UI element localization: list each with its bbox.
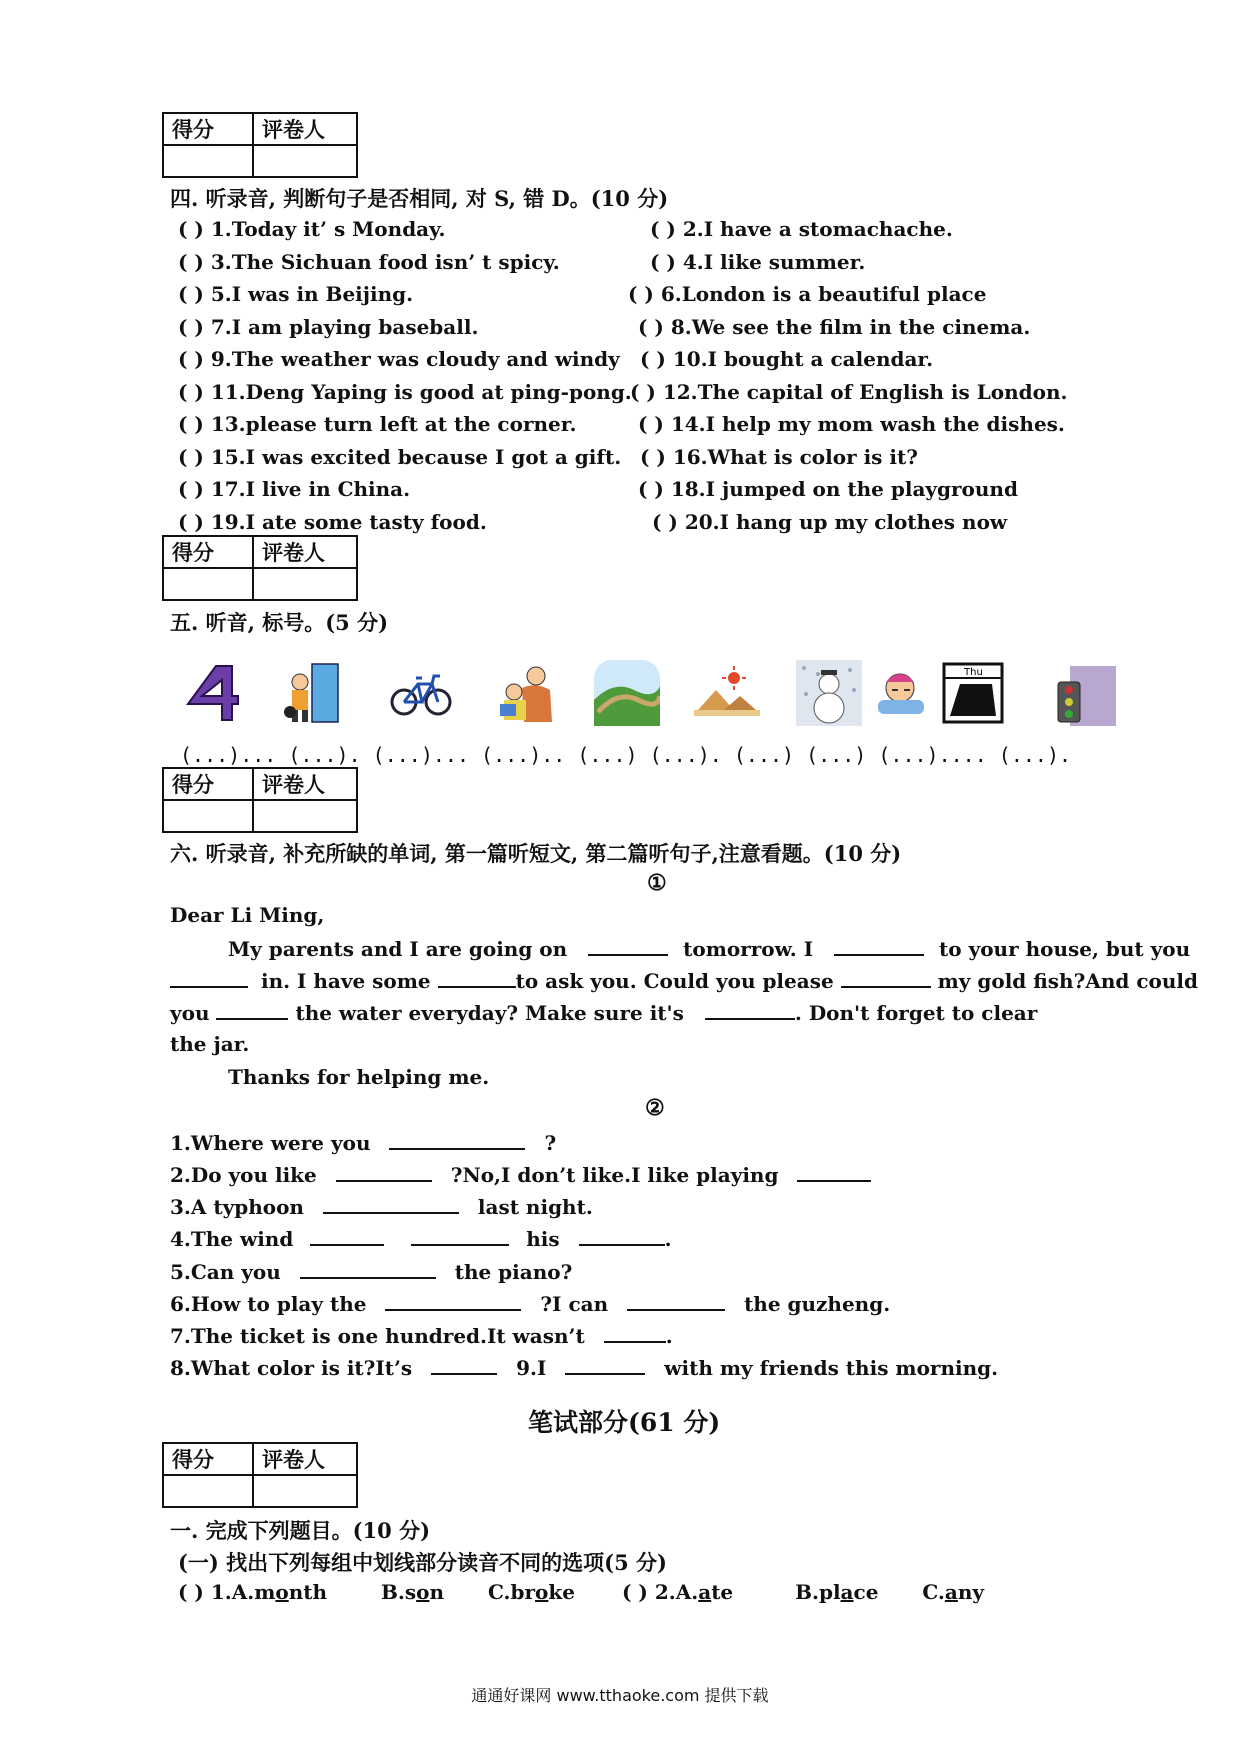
sentence-text: with my friends this morning.: [664, 1356, 999, 1380]
answer-blank[interactable]: [841, 968, 931, 988]
score-label: 得分: [163, 536, 253, 568]
calendar-day-label: Thu: [964, 667, 983, 678]
letter-text: . Don't forget to clear: [794, 1001, 1038, 1025]
score-table: [162, 767, 358, 833]
judge-item: ( ) 11.Deng Yaping is good at ping-pong.: [178, 380, 632, 404]
sentence-text: 3.A typhoon: [170, 1195, 304, 1219]
letter-text: the water everyday? Make sure it's: [295, 1001, 684, 1025]
calendar-icon: [940, 660, 1006, 726]
option-text: 1.A.: [210, 1580, 255, 1604]
grader-label: 评卷人: [253, 113, 357, 145]
sentence-text: .: [664, 1227, 672, 1251]
sentence-item: [170, 1130, 556, 1155]
judge-item: ( ) 10.I bought a calendar.: [640, 347, 934, 371]
judge-item: ( ) 18.I jumped on the playground: [638, 477, 1018, 501]
score-label: 得分: [163, 1443, 253, 1475]
sentence-item: [170, 1194, 593, 1219]
judge-item: ( ) 1.Today it’ s Monday.: [178, 217, 446, 241]
phonics-question: [178, 1580, 575, 1604]
judge-item: ( ) 4.I like summer.: [650, 250, 866, 274]
grader-cell[interactable]: [253, 568, 357, 600]
score-table: [162, 535, 358, 601]
answer-blank[interactable]: [705, 1000, 795, 1020]
sentence-item: [170, 1162, 871, 1187]
sentence-text: his: [526, 1227, 560, 1251]
letter-text: to ask you. Could you please: [515, 969, 834, 993]
snowman-icon: [796, 660, 862, 726]
option-text: m: [254, 1580, 276, 1604]
sentence-text: 6.How to play the: [170, 1292, 367, 1316]
written-part-heading: 笔试部分(61 分): [528, 1408, 721, 1437]
footer-credit: 通通好课网 www.tthaoke.com 提供下载: [471, 1686, 769, 1705]
answer-blank[interactable]: [579, 1226, 665, 1246]
answer-blank[interactable]: [389, 1130, 525, 1150]
underlined-letters: o: [275, 1580, 289, 1604]
score-cell[interactable]: [163, 1475, 253, 1507]
written-section1-title: 一. 完成下列题目。(10 分): [170, 1518, 431, 1543]
sentence-text: 4.The wind: [170, 1227, 294, 1251]
answer-bracket[interactable]: ( ): [178, 1580, 204, 1604]
sentence-text: 1.Where were you: [170, 1131, 371, 1155]
letter-text: My parents and I are going on: [228, 937, 568, 961]
sentence-item: [170, 1323, 673, 1348]
option-text: nth: [288, 1580, 328, 1604]
underlined-letters: a: [944, 1580, 958, 1604]
bicycle-icon: [388, 660, 454, 726]
answer-blank[interactable]: [385, 1291, 521, 1311]
sleeping-child-icon: [870, 660, 936, 726]
grader-label: 评卷人: [253, 536, 357, 568]
grader-cell[interactable]: [253, 145, 357, 177]
sentence-item: [170, 1291, 890, 1316]
letter-text: in. I have some: [260, 969, 431, 993]
letter-text: tomorrow. I: [683, 937, 814, 961]
sentence-text: 9.I: [516, 1356, 547, 1380]
letter-line: [170, 1000, 1037, 1025]
answer-blank[interactable]: [411, 1226, 509, 1246]
judge-item: ( ) 12.The capital of English is London.: [630, 380, 1068, 404]
section5-title: 五. 听音, 标号。(5 分): [170, 610, 389, 635]
underlined-letters: a: [698, 1580, 712, 1604]
family-icon: [492, 660, 558, 726]
answer-blank[interactable]: [438, 968, 516, 988]
judge-item: ( ) 6.London is a beautiful place: [628, 282, 987, 306]
judge-item: ( ) 2.I have a stomachache.: [650, 217, 953, 241]
answer-blank[interactable]: [565, 1355, 645, 1375]
option-text: C.: [922, 1580, 945, 1604]
grader-cell[interactable]: [253, 800, 357, 832]
option-text: 2.A.: [654, 1580, 699, 1604]
score-cell[interactable]: [163, 800, 253, 832]
section6-title: 六. 听录音, 补充所缺的单词, 第一篇听短文, 第二篇听句子,注意看题。(10 分): [170, 841, 902, 866]
option-text: te: [711, 1580, 734, 1604]
desert-sun-icon: [694, 660, 760, 726]
number-four-icon: [178, 660, 244, 726]
letter-closing: Thanks for helping me.: [228, 1065, 490, 1089]
sentence-text: .: [665, 1324, 673, 1348]
judge-item: ( ) 3.The Sichuan food isn’ t spicy.: [178, 250, 560, 274]
answer-blank[interactable]: [431, 1355, 497, 1375]
score-table: [162, 1442, 358, 1508]
sentence-text: ?: [544, 1131, 557, 1155]
option-text: n: [429, 1580, 445, 1604]
option-text: ny: [957, 1580, 985, 1604]
option-text: B.pl: [795, 1580, 841, 1604]
answer-bracket[interactable]: ( ): [622, 1580, 648, 1604]
sentence-item: [170, 1226, 672, 1251]
judge-item: ( ) 15.I was excited because I got a gift.: [178, 445, 622, 469]
section4-title: 四. 听录音, 判断句子是否相同, 对 S, 错 D。(10 分): [170, 186, 669, 211]
answer-blank[interactable]: [336, 1162, 432, 1182]
judge-item: ( ) 5.I was in Beijing.: [178, 282, 414, 306]
letter-line: [228, 936, 1190, 961]
answer-blank[interactable]: [627, 1291, 725, 1311]
sentence-text: ?I can: [540, 1292, 609, 1316]
sentence-text: ?No,I don’t like.I like playing: [450, 1163, 779, 1187]
letter-text: to your house, but you: [939, 937, 1191, 961]
answer-blank[interactable]: [216, 1000, 288, 1020]
score-cell[interactable]: [163, 568, 253, 600]
judge-item: ( ) 13.please turn left at the corner.: [178, 412, 577, 436]
grader-label: 评卷人: [253, 768, 357, 800]
answer-brackets-row: (...)... (...). (...)... (...).. (...) (...). (...) (...) (...).... (...).: [180, 743, 1072, 767]
answer-blank[interactable]: [588, 936, 668, 956]
judge-item: ( ) 17.I live in China.: [178, 477, 411, 501]
sentence-text: 8.What color is it?It’s: [170, 1356, 413, 1380]
underlined-letters: o: [535, 1580, 549, 1604]
answer-blank[interactable]: [604, 1323, 666, 1343]
boy-at-door-icon: [278, 660, 344, 726]
answer-blank[interactable]: [300, 1259, 436, 1279]
answer-blank[interactable]: [797, 1162, 871, 1182]
sentence-text: 2.Do you like: [170, 1163, 317, 1187]
answer-blank[interactable]: [170, 968, 248, 988]
traffic-light-icon: [1050, 660, 1116, 726]
great-wall-icon: [594, 660, 660, 726]
option-text: ce: [853, 1580, 879, 1604]
grader-cell[interactable]: [253, 1475, 357, 1507]
score-label: 得分: [163, 768, 253, 800]
letter-line: the jar.: [170, 1032, 250, 1056]
passage-marker: ②: [645, 1095, 665, 1121]
judge-item: ( ) 9.The weather was cloudy and windy: [178, 347, 620, 371]
letter-text: my gold fish?And could: [937, 969, 1198, 993]
sentence-text: the guzheng.: [744, 1292, 891, 1316]
underlined-letters: a: [840, 1580, 854, 1604]
sentence-item: [170, 1355, 998, 1380]
score-table: [162, 112, 358, 178]
option-text: ke: [548, 1580, 575, 1604]
sentence-text: 7.The ticket is one hundred.It wasn’t: [170, 1324, 585, 1348]
option-text: C.br: [487, 1580, 536, 1604]
sentence-item: [170, 1259, 572, 1284]
sentence-text: 5.Can you: [170, 1260, 281, 1284]
passage-marker: ①: [647, 870, 667, 896]
judge-item: ( ) 19.I ate some tasty food.: [178, 510, 487, 534]
judge-item: ( ) 16.What is color is it?: [640, 445, 918, 469]
answer-blank[interactable]: [310, 1226, 384, 1246]
phonics-question: [622, 1580, 984, 1604]
letter-greeting: Dear Li Ming,: [170, 903, 325, 927]
letter-text: you: [170, 1001, 210, 1025]
written-sub1-title: (一) 找出下列每组中划线部分读音不同的选项(5 分): [178, 1550, 667, 1575]
answer-blank[interactable]: [834, 936, 924, 956]
score-cell[interactable]: [163, 145, 253, 177]
underlined-letters: o: [416, 1580, 430, 1604]
sentence-text: the piano?: [454, 1260, 573, 1284]
answer-blank[interactable]: [323, 1194, 459, 1214]
judge-item: ( ) 14.I help my mom wash the dishes.: [638, 412, 1065, 436]
score-label: 得分: [163, 113, 253, 145]
sentence-text: last night.: [477, 1195, 593, 1219]
judge-item: ( ) 20.I hang up my clothes now: [652, 510, 1008, 534]
judge-item: ( ) 7.I am playing baseball.: [178, 315, 479, 339]
letter-line: [170, 968, 1198, 993]
judge-item: ( ) 8.We see the film in the cinema.: [638, 315, 1031, 339]
grader-label: 评卷人: [253, 1443, 357, 1475]
option-text: B.s: [381, 1580, 417, 1604]
